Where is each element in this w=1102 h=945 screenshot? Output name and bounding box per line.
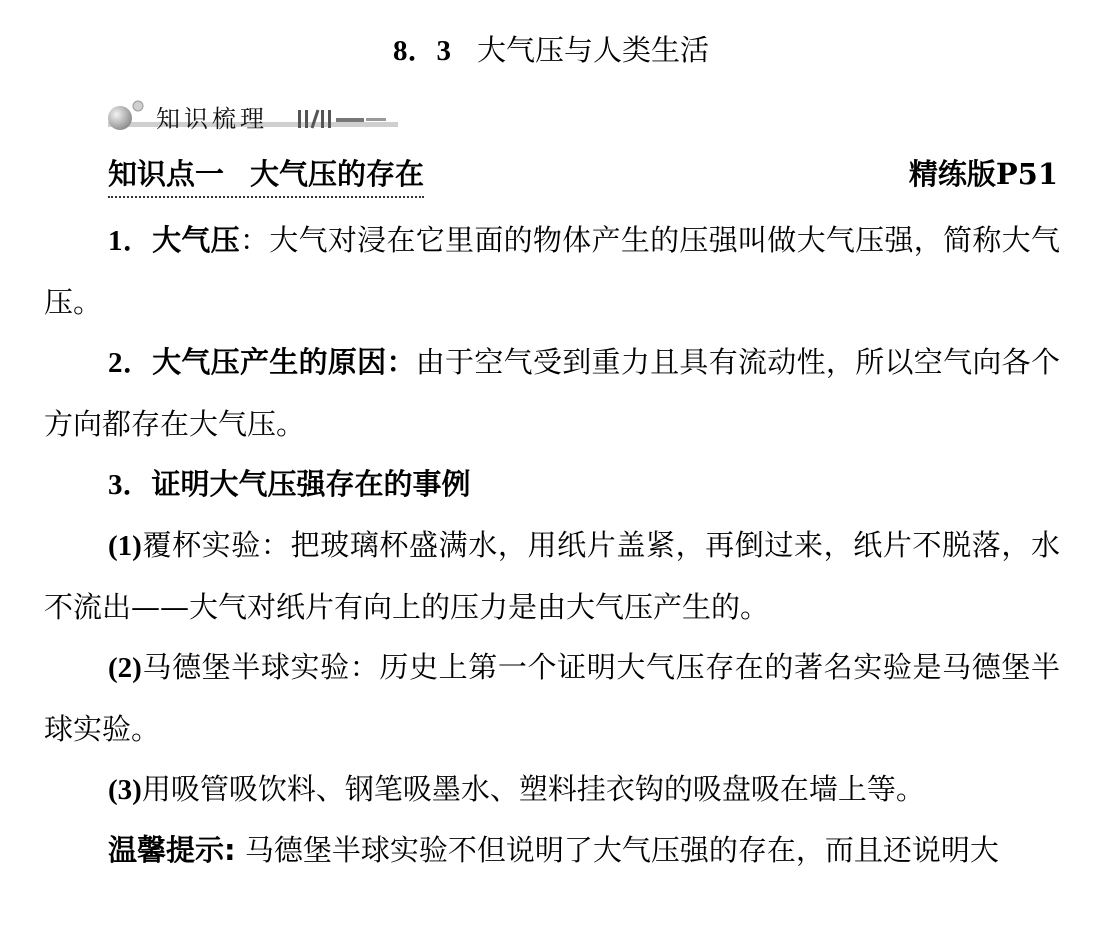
- term-atmospheric-pressure: 大气压: [152, 223, 240, 257]
- example-text: 用吸管吸饮料、钢笔吸墨水、塑料挂衣钩的吸盘吸在墙上等。: [141, 772, 925, 806]
- example-3: [44, 759, 1060, 821]
- paragraph-number: 2．: [108, 347, 153, 379]
- banner-label: 知识梳理: [156, 105, 268, 133]
- paragraph-2: [44, 332, 1060, 455]
- section-title-text: 大气压与人类生活: [477, 33, 710, 67]
- knowledge-point-heading: [108, 152, 1058, 196]
- section-number: 8．3: [392, 35, 451, 67]
- example-text: 马德堡半球实验：历史上第一个证明大气压存在的著名实验是马德堡半球实验。: [44, 650, 1060, 746]
- example-1: [44, 515, 1060, 638]
- practice-reference: 精练版P51: [908, 157, 1058, 191]
- paragraph-text: 由于空气受到重力且具有流动性，所以空气向各个方向都存在大气压。: [44, 345, 1060, 441]
- tip-label: 温馨提示: [108, 833, 225, 867]
- term-examples: 证明大气压强存在的事例: [151, 467, 471, 501]
- colon: ：: [386, 345, 416, 379]
- paragraph-3: [44, 454, 1060, 516]
- section-title: [0, 30, 1102, 71]
- paragraph-text: 大气对浸在它里面的物体产生的压强叫做大气压强，简称大气压。: [44, 223, 1060, 319]
- paragraph-number: 1．: [108, 225, 153, 257]
- term-cause: 大气压产生的原因: [152, 345, 387, 379]
- colon: :: [224, 833, 236, 867]
- example-number: (2): [108, 652, 142, 684]
- tip-paragraph: [44, 820, 1060, 881]
- knowledge-point-label: 知识点一: [108, 157, 225, 191]
- example-2: [44, 637, 1060, 760]
- paragraph-1: [44, 210, 1060, 333]
- example-text: 覆杯实验：把玻璃杯盛满水，用纸片盖紧，再倒过来，纸片不脱落，水不流出——大气对纸片有向上的压力是由大气压产生的。: [44, 528, 1060, 624]
- paragraph-number: 3．: [108, 469, 152, 501]
- knowledge-point-topic: 大气压的存在: [250, 157, 425, 191]
- knowledge-summary-banner: [104, 96, 404, 138]
- tip-text: 马德堡半球实验不但说明了大气压强的存在，而且还说明大: [235, 833, 999, 867]
- example-number: (3): [108, 774, 142, 806]
- example-number: (1): [108, 530, 142, 562]
- colon: ：: [239, 223, 270, 257]
- knowledge-point-title: [108, 152, 424, 198]
